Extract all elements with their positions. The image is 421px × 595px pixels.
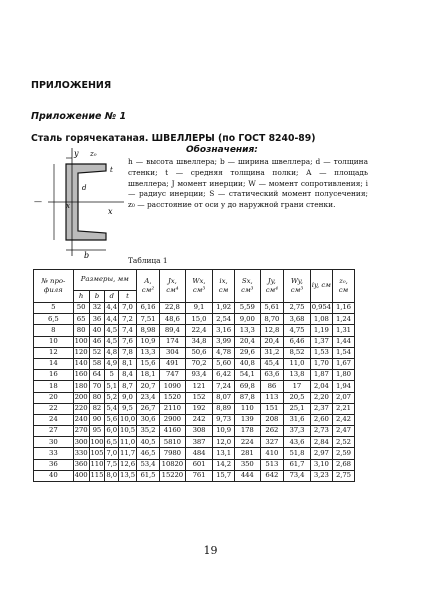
table-cell: 37,3 [284, 426, 311, 437]
table-cell: 7,4 [119, 325, 137, 336]
table-cell: 139 [234, 414, 260, 425]
table-row [34, 381, 355, 392]
section-heading: ПРИЛОЖЕНИЯ [31, 80, 112, 91]
table-row [34, 325, 355, 336]
table-cell: 2,84 [310, 437, 332, 448]
table-cell: 1,87 [310, 370, 332, 381]
table-cell: 29,6 [234, 347, 260, 358]
table-cell: 3,23 [310, 470, 332, 481]
table-cell: 8,98 [136, 325, 159, 336]
svg-text:x: x [66, 202, 70, 210]
table-row [34, 336, 355, 347]
table-cell: 5,1 [105, 381, 119, 392]
table-cell: 34,8 [185, 336, 212, 347]
table-cell: 5810 [159, 437, 185, 448]
svg-text:y: y [74, 149, 79, 158]
table-cell: 15,0 [185, 314, 212, 325]
table-cell: 1,92 [213, 303, 235, 314]
table-cell: 86 [260, 381, 284, 392]
table-cell: 40 [89, 325, 105, 336]
table-cell: 15220 [159, 470, 185, 481]
table-cell: 80 [89, 392, 105, 403]
table-cell: 2,47 [332, 426, 354, 437]
table-cell: 7,2 [119, 314, 137, 325]
table-cell: 761 [185, 470, 212, 481]
table-cell: 73,4 [284, 470, 311, 481]
table-cell: 36 [34, 459, 74, 470]
table-cell: 13,3 [136, 347, 159, 358]
table-cell: 400 [73, 470, 89, 481]
table-cell: 4,9 [105, 358, 119, 369]
channel-section-figure [28, 144, 128, 264]
table-cell: 1,54 [332, 347, 354, 358]
table-cell: 1,24 [332, 314, 354, 325]
table-cell: 46 [89, 336, 105, 347]
table-cell: 178 [234, 426, 260, 437]
table-cell: 105 [89, 448, 105, 459]
table-cell: 6,5 [34, 314, 74, 325]
table-cell: 220 [73, 403, 89, 414]
table-cell: 2,68 [332, 459, 354, 470]
table-cell: 110 [234, 403, 260, 414]
table-cell: 82 [89, 403, 105, 414]
table-cell: 70 [89, 381, 105, 392]
table-cell: 262 [260, 426, 284, 437]
table-cell: 2900 [159, 414, 185, 425]
table-cell: 18,1 [136, 370, 159, 381]
table-cell: 33 [34, 448, 74, 459]
table-cell: 31,6 [284, 414, 311, 425]
table-cell: 3,99 [213, 336, 235, 347]
col-header-A: A, см² [136, 270, 159, 303]
table-cell: 8,7 [119, 381, 137, 392]
table-cell: 93,4 [185, 370, 212, 381]
table-cell: 642 [260, 470, 284, 481]
table-cell: 5 [105, 370, 119, 381]
table-cell: 1,31 [332, 325, 354, 336]
table-cell: 327 [260, 437, 284, 448]
svg-text:b: b [84, 251, 90, 260]
table-row [34, 403, 355, 414]
table-cell: 13,5 [119, 470, 137, 481]
col-header-z0: z₀, см [332, 270, 354, 303]
table-cell: 40,8 [234, 358, 260, 369]
table-cell: 5,4 [105, 403, 119, 414]
table-cell: 8,70 [260, 314, 284, 325]
table-cell: 242 [185, 414, 212, 425]
table-cell: 120 [73, 347, 89, 358]
document-title: Сталь горячекатаная. ШВЕЛЛЕРЫ (по ГОСТ 8240-89) [31, 133, 316, 144]
table-cell: 2,73 [310, 426, 332, 437]
table-cell: 12,0 [213, 437, 235, 448]
table-cell: 8 [34, 325, 74, 336]
table-cell: 3,16 [213, 325, 235, 336]
table-cell: 8,4 [119, 370, 137, 381]
col-header-t: t [119, 291, 137, 303]
table-row [34, 414, 355, 425]
table-cell: 4160 [159, 426, 185, 437]
table-cell: 2,07 [332, 392, 354, 403]
table-cell: 200 [73, 392, 89, 403]
table-cell: 300 [73, 437, 89, 448]
table-cell: 54,1 [234, 370, 260, 381]
table-cell: 110 [89, 459, 105, 470]
table-cell: 7,0 [119, 303, 137, 314]
table-cell: 50,6 [185, 347, 212, 358]
table-cell: 4,4 [105, 314, 119, 325]
table-cell: 2,04 [310, 381, 332, 392]
table-cell: 7,6 [119, 336, 137, 347]
table-cell: 5,61 [260, 303, 284, 314]
table-cell: 2,75 [332, 470, 354, 481]
table-cell: 15,7 [213, 470, 235, 481]
table-cell: 7,51 [136, 314, 159, 325]
table-cell: 13,3 [234, 325, 260, 336]
table-cell: 208 [260, 414, 284, 425]
table-cell: 22,4 [185, 325, 212, 336]
table-cell: 10,9 [213, 426, 235, 437]
table-cell: 1,16 [332, 303, 354, 314]
table-cell: 2,21 [332, 403, 354, 414]
col-header-ix: ix, см [213, 270, 235, 303]
table-row [34, 370, 355, 381]
table-cell: 12 [34, 347, 74, 358]
table-cell: 180 [73, 381, 89, 392]
table-cell: 1,70 [310, 358, 332, 369]
table-cell: 113 [260, 392, 284, 403]
table-cell: 2,20 [310, 392, 332, 403]
table-cell: 43,6 [284, 437, 311, 448]
table-cell: 1090 [159, 381, 185, 392]
table-row [34, 459, 355, 470]
table-cell: 12,8 [260, 325, 284, 336]
table-cell: 4,5 [105, 325, 119, 336]
table-row [34, 392, 355, 403]
table-cell: 6,5 [105, 437, 119, 448]
table-cell: 6,0 [105, 426, 119, 437]
table-cell: 1,19 [310, 325, 332, 336]
table-cell: 0,954 [310, 303, 332, 314]
table-cell: 491 [159, 358, 185, 369]
table-cell: 4,4 [105, 303, 119, 314]
table-cell: 444 [234, 470, 260, 481]
table-cell: 6,46 [284, 336, 311, 347]
table-cell: 7,24 [213, 381, 235, 392]
table-body [34, 303, 355, 482]
table-cell: 35,2 [136, 426, 159, 437]
table-row [34, 470, 355, 481]
svg-text:z₀: z₀ [90, 150, 97, 158]
table-cell: 1,37 [310, 336, 332, 347]
table-cell: 8,1 [119, 358, 137, 369]
table-cell: 51,8 [284, 448, 311, 459]
table-cell: 65 [73, 314, 89, 325]
table-cell: 22,8 [159, 303, 185, 314]
table-caption: Таблица 1 [128, 256, 168, 265]
table-cell: 350 [234, 459, 260, 470]
table-cell: 1,08 [310, 314, 332, 325]
table-cell: 360 [73, 459, 89, 470]
table-row [34, 448, 355, 459]
table-cell: 3,68 [284, 314, 311, 325]
table-cell: 30 [34, 437, 74, 448]
table-cell: 484 [185, 448, 212, 459]
table-cell: 308 [185, 426, 212, 437]
table-cell: 5 [34, 303, 74, 314]
table-cell: 304 [159, 347, 185, 358]
table-cell: 11,0 [119, 437, 137, 448]
col-header-b: b [89, 291, 105, 303]
table-cell: 64 [89, 370, 105, 381]
table-cell: 87,8 [234, 392, 260, 403]
table-cell: 1,44 [332, 336, 354, 347]
table-cell: 152 [185, 392, 212, 403]
table-cell: 3,10 [310, 459, 332, 470]
table-cell: 2,52 [332, 437, 354, 448]
table-cell: 7,5 [105, 459, 119, 470]
table-cell: 224 [234, 437, 260, 448]
col-header-iy: iy, см [310, 270, 332, 303]
table-cell: 9,0 [119, 392, 137, 403]
svg-text:x: x [108, 207, 113, 216]
table-cell: 12,6 [119, 459, 137, 470]
table-cell: 53,4 [136, 459, 159, 470]
table-cell: 22 [34, 403, 74, 414]
table-cell: 8,52 [284, 347, 311, 358]
table-cell: 18 [34, 381, 74, 392]
table-cell: 50 [73, 303, 89, 314]
table-row [34, 437, 355, 448]
page-number: 19 [203, 544, 218, 557]
table-cell: 11,7 [119, 448, 137, 459]
table-cell: 24 [34, 414, 74, 425]
table-cell: 89,4 [159, 325, 185, 336]
table-cell: 10820 [159, 459, 185, 470]
table-cell: 69,8 [234, 381, 260, 392]
appendix-heading: Приложение № 1 [31, 111, 127, 122]
table-cell: 8,89 [213, 403, 235, 414]
col-header-Wx: Wx, см³ [185, 270, 212, 303]
table-cell: 61,7 [284, 459, 311, 470]
table-cell: 23,4 [136, 392, 159, 403]
table-cell: 25,1 [284, 403, 311, 414]
col-header-Jx: Jx, см⁴ [159, 270, 185, 303]
table-cell: 40,5 [136, 437, 159, 448]
table-row [34, 347, 355, 358]
svg-text:t: t [110, 166, 113, 174]
table-cell: 16 [34, 370, 74, 381]
table-cell: 5,60 [213, 358, 235, 369]
table-cell: 2,75 [284, 303, 311, 314]
table-cell: 9,00 [234, 314, 260, 325]
svg-text:—: — [34, 197, 42, 206]
table-cell: 5,6 [105, 414, 119, 425]
table-cell: 2,37 [310, 403, 332, 414]
table-cell: 8,07 [213, 392, 235, 403]
table-cell: 70,2 [185, 358, 212, 369]
table-cell: 27 [34, 426, 74, 437]
table-cell: 32 [89, 303, 105, 314]
table-cell: 13,8 [284, 370, 311, 381]
table-cell: 80 [73, 325, 89, 336]
table-cell: 4,75 [284, 325, 311, 336]
table-cell: 601 [185, 459, 212, 470]
col-header-Wy: Wy, см³ [284, 270, 311, 303]
table-cell: 100 [89, 437, 105, 448]
table-cell: 10,9 [136, 336, 159, 347]
table-cell: 115 [89, 470, 105, 481]
table-cell: 9,1 [185, 303, 212, 314]
table-cell: 9,73 [213, 414, 235, 425]
table-cell: 160 [73, 370, 89, 381]
table-cell: 7980 [159, 448, 185, 459]
table-cell: 31,2 [260, 347, 284, 358]
table-cell: 281 [234, 448, 260, 459]
table-cell: 330 [73, 448, 89, 459]
table-cell: 9,5 [119, 403, 137, 414]
svg-text:d: d [82, 184, 87, 192]
table-cell: 1,80 [332, 370, 354, 381]
table-cell: 14 [34, 358, 74, 369]
table-cell: 6,16 [136, 303, 159, 314]
table-cell: 4,8 [105, 347, 119, 358]
table-cell: 513 [260, 459, 284, 470]
table-cell: 20,4 [260, 336, 284, 347]
table-cell: 100 [73, 336, 89, 347]
table-cell: 1520 [159, 392, 185, 403]
table-cell: 20,4 [234, 336, 260, 347]
table-cell: 58 [89, 358, 105, 369]
table-cell: 174 [159, 336, 185, 347]
table-cell: 410 [260, 448, 284, 459]
table-row [34, 314, 355, 325]
table-cell: 52 [89, 347, 105, 358]
table-cell: 46,5 [136, 448, 159, 459]
table-cell: 6,42 [213, 370, 235, 381]
channel-table [33, 269, 355, 482]
table-cell: 13,1 [213, 448, 235, 459]
col-header-h: h [73, 291, 89, 303]
table-cell: 40 [34, 470, 74, 481]
table-cell: 17 [284, 381, 311, 392]
table-cell: 8,0 [105, 470, 119, 481]
table-cell: 36 [89, 314, 105, 325]
table-cell: 2,59 [332, 448, 354, 459]
table-cell: 95 [89, 426, 105, 437]
table-cell: 45,4 [260, 358, 284, 369]
table-cell: 14,2 [213, 459, 235, 470]
table-cell: 2,60 [310, 414, 332, 425]
table-cell: 4,5 [105, 336, 119, 347]
table-cell: 1,53 [310, 347, 332, 358]
col-header-no: № про-филя [34, 270, 74, 303]
table-cell: 240 [73, 414, 89, 425]
table-cell: 2,54 [213, 314, 235, 325]
table-cell: 270 [73, 426, 89, 437]
table-cell: 20,5 [284, 392, 311, 403]
table-cell: 4,78 [213, 347, 235, 358]
legend-title: Обозначения: [186, 145, 258, 155]
table-cell: 30,6 [136, 414, 159, 425]
table-cell: 151 [260, 403, 284, 414]
table-row [34, 358, 355, 369]
table-cell: 747 [159, 370, 185, 381]
table-cell: 90 [89, 414, 105, 425]
table-row [34, 303, 355, 314]
table-cell: 192 [185, 403, 212, 414]
table-cell: 48,6 [159, 314, 185, 325]
table-cell: 11,0 [284, 358, 311, 369]
table-cell: 63,6 [260, 370, 284, 381]
table-cell: 20 [34, 392, 74, 403]
col-header-sizes: Размеры, мм [73, 270, 136, 291]
table-cell: 387 [185, 437, 212, 448]
table-cell: 20,7 [136, 381, 159, 392]
table-cell: 2,97 [310, 448, 332, 459]
table-cell: 7,0 [105, 448, 119, 459]
col-header-Sx: Sx, см³ [234, 270, 260, 303]
legend-text: h — высота швеллера; b — ширина швеллера; d — толщина стенки; t — средняя толщина полки; A — площадь швеллера; J момент инерции; W — момент сопротивления; i — радиус инерции; S — статический момент полусечения; z₀ — расстояние от оси у до наружной грани стенки. [128, 157, 368, 210]
table-cell: 26,7 [136, 403, 159, 414]
table-cell: 61,5 [136, 470, 159, 481]
col-header-d: d [105, 291, 119, 303]
table-cell: 10 [34, 336, 74, 347]
table-cell: 15,6 [136, 358, 159, 369]
table-cell: 2,42 [332, 414, 354, 425]
table-cell: 121 [185, 381, 212, 392]
table-cell: 140 [73, 358, 89, 369]
table-cell: 10,5 [119, 426, 137, 437]
table-cell: 10,0 [119, 414, 137, 425]
col-header-Jy: Jy, см⁴ [260, 270, 284, 303]
table-row [34, 426, 355, 437]
table-cell: 7,8 [119, 347, 137, 358]
table-cell: 5,2 [105, 392, 119, 403]
table-cell: 2110 [159, 403, 185, 414]
table-cell: 1,94 [332, 381, 354, 392]
table-cell: 1,67 [332, 358, 354, 369]
table-cell: 5,59 [234, 303, 260, 314]
